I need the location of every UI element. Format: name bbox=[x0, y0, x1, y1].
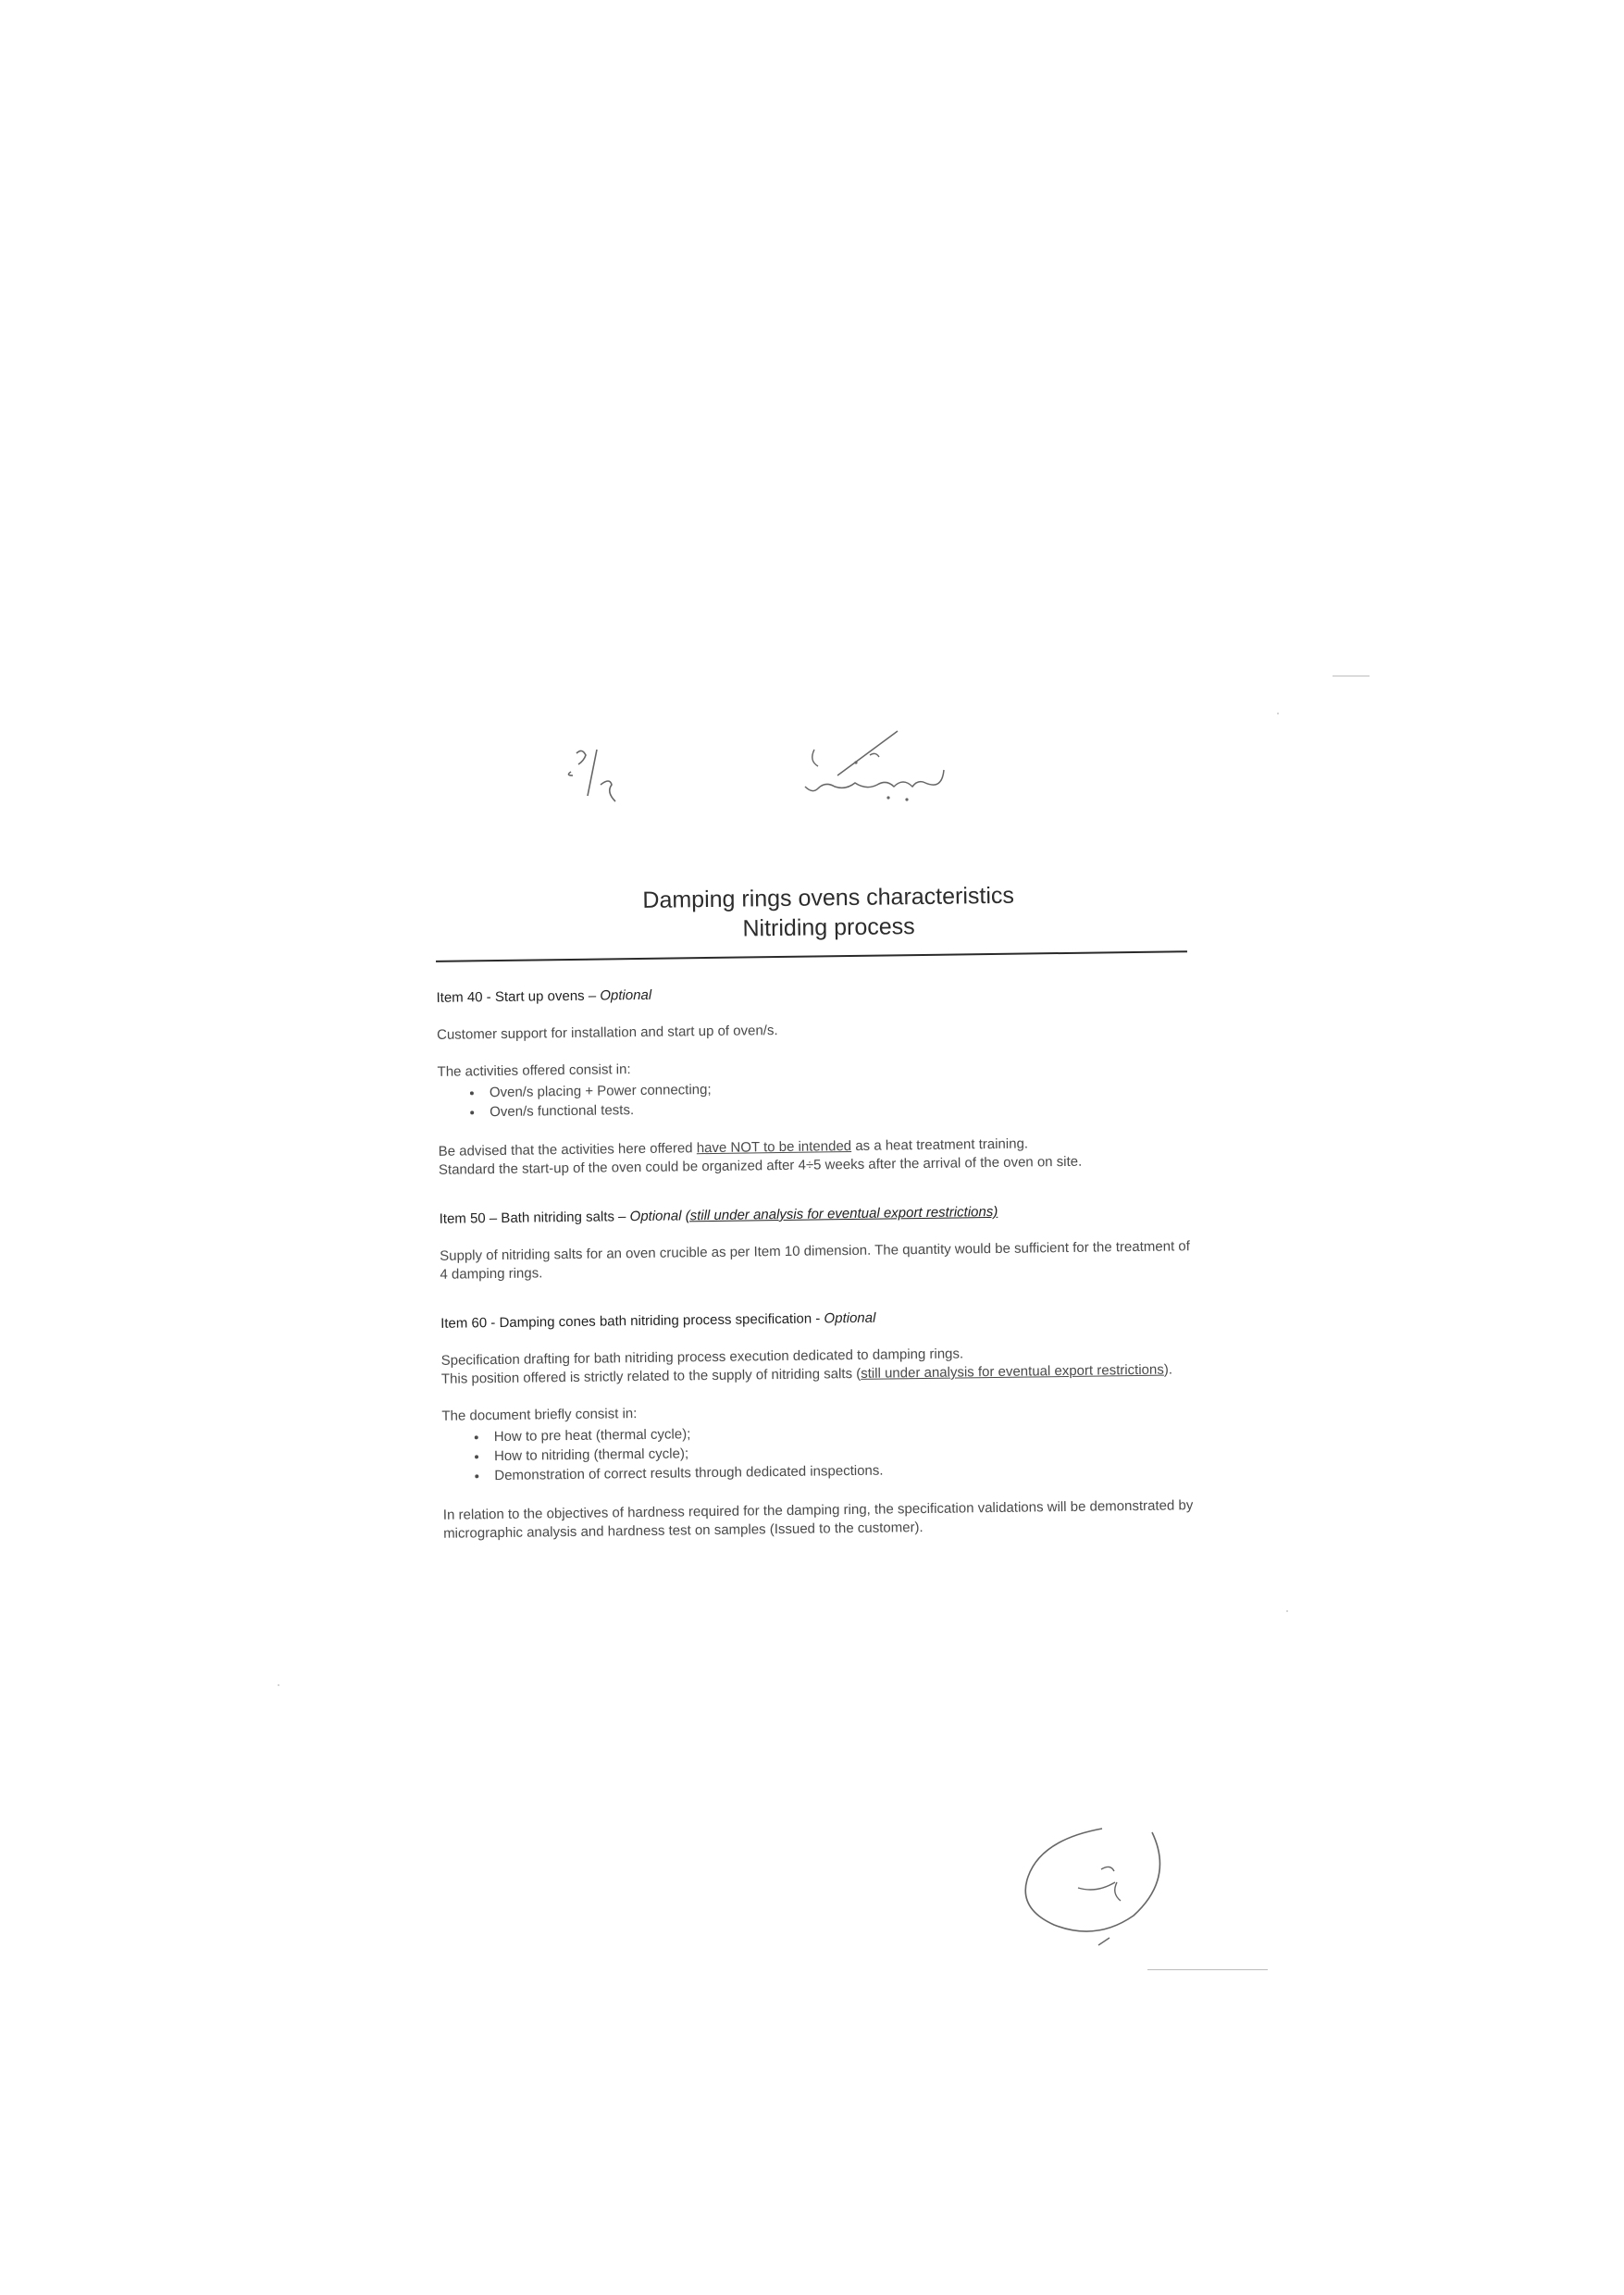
item-60-heading: Item 60 - Damping cones bath nitriding process specification - Optional bbox=[440, 1309, 876, 1332]
scan-line bbox=[1147, 1969, 1268, 1970]
title-divider bbox=[436, 950, 1187, 962]
item-40-heading: Item 40 - Start up ovens – Optional bbox=[436, 986, 652, 1006]
item-60-body: Specification drafting for bath nitriding process execution dedicated to damping rings. This position offered is strictly related to the supply of nitriding salts (still under analysis for eventual export restrictions). bbox=[440, 1346, 1173, 1387]
item-50-heading: Item 50 – Bath nitriding salts – Optional (still under analysis for eventual export restrictions) bbox=[439, 1203, 998, 1227]
list-item: • Oven/s placing + Power connecting; bbox=[484, 1073, 1196, 1102]
scan-speck bbox=[1286, 1610, 1288, 1612]
document-body bbox=[426, 878, 1202, 1562]
list-item: • How to nitriding (thermal cycle); bbox=[489, 1437, 1201, 1466]
item-40-note: Be advised that the activities here offered have NOT to be intended as a heat treatment training. Standard the start-up of the oven could be organized after 4÷5 weeks after the arrival of the oven on site. bbox=[438, 1135, 1083, 1178]
list-item: • How to pre heat (thermal cycle); bbox=[489, 1418, 1201, 1446]
scan-speck bbox=[278, 1684, 279, 1686]
scan-speck bbox=[1277, 713, 1279, 714]
list-item: • Demonstration of correct results through dedicated inspections. bbox=[489, 1457, 1201, 1485]
handwritten-fraction bbox=[560, 740, 625, 814]
item-60-closing: In relation to the objectives of hardness required for the damping ring, the specification validations will be demonstrated by micrographic analysis and hardness test on samples (Issued to the customer). bbox=[442, 1497, 1194, 1542]
item-60-bullets bbox=[470, 1418, 1202, 1485]
item-40-list-intro: The activities offered consist in: bbox=[437, 1061, 631, 1080]
item-40-intro: Customer support for installation and start up of oven/s. bbox=[436, 1023, 778, 1043]
handwritten-persian-note bbox=[759, 722, 953, 814]
item-60-list-intro: The document briefly consist in: bbox=[441, 1406, 638, 1424]
document-title: Damping rings ovens characteristics bbox=[642, 882, 1015, 913]
item-50-body: Supply of nitriding salts for an oven crucible as per Item 10 dimension. The quantity would be sufficient for the treatment of 4 damping rings. bbox=[440, 1238, 1190, 1283]
document-subtitle: Nitriding process bbox=[742, 913, 915, 942]
item-40-bullets bbox=[465, 1073, 1196, 1122]
list-item: • Oven/s functional tests. bbox=[484, 1093, 1196, 1122]
handwritten-signature-stamp bbox=[1013, 1814, 1171, 1962]
